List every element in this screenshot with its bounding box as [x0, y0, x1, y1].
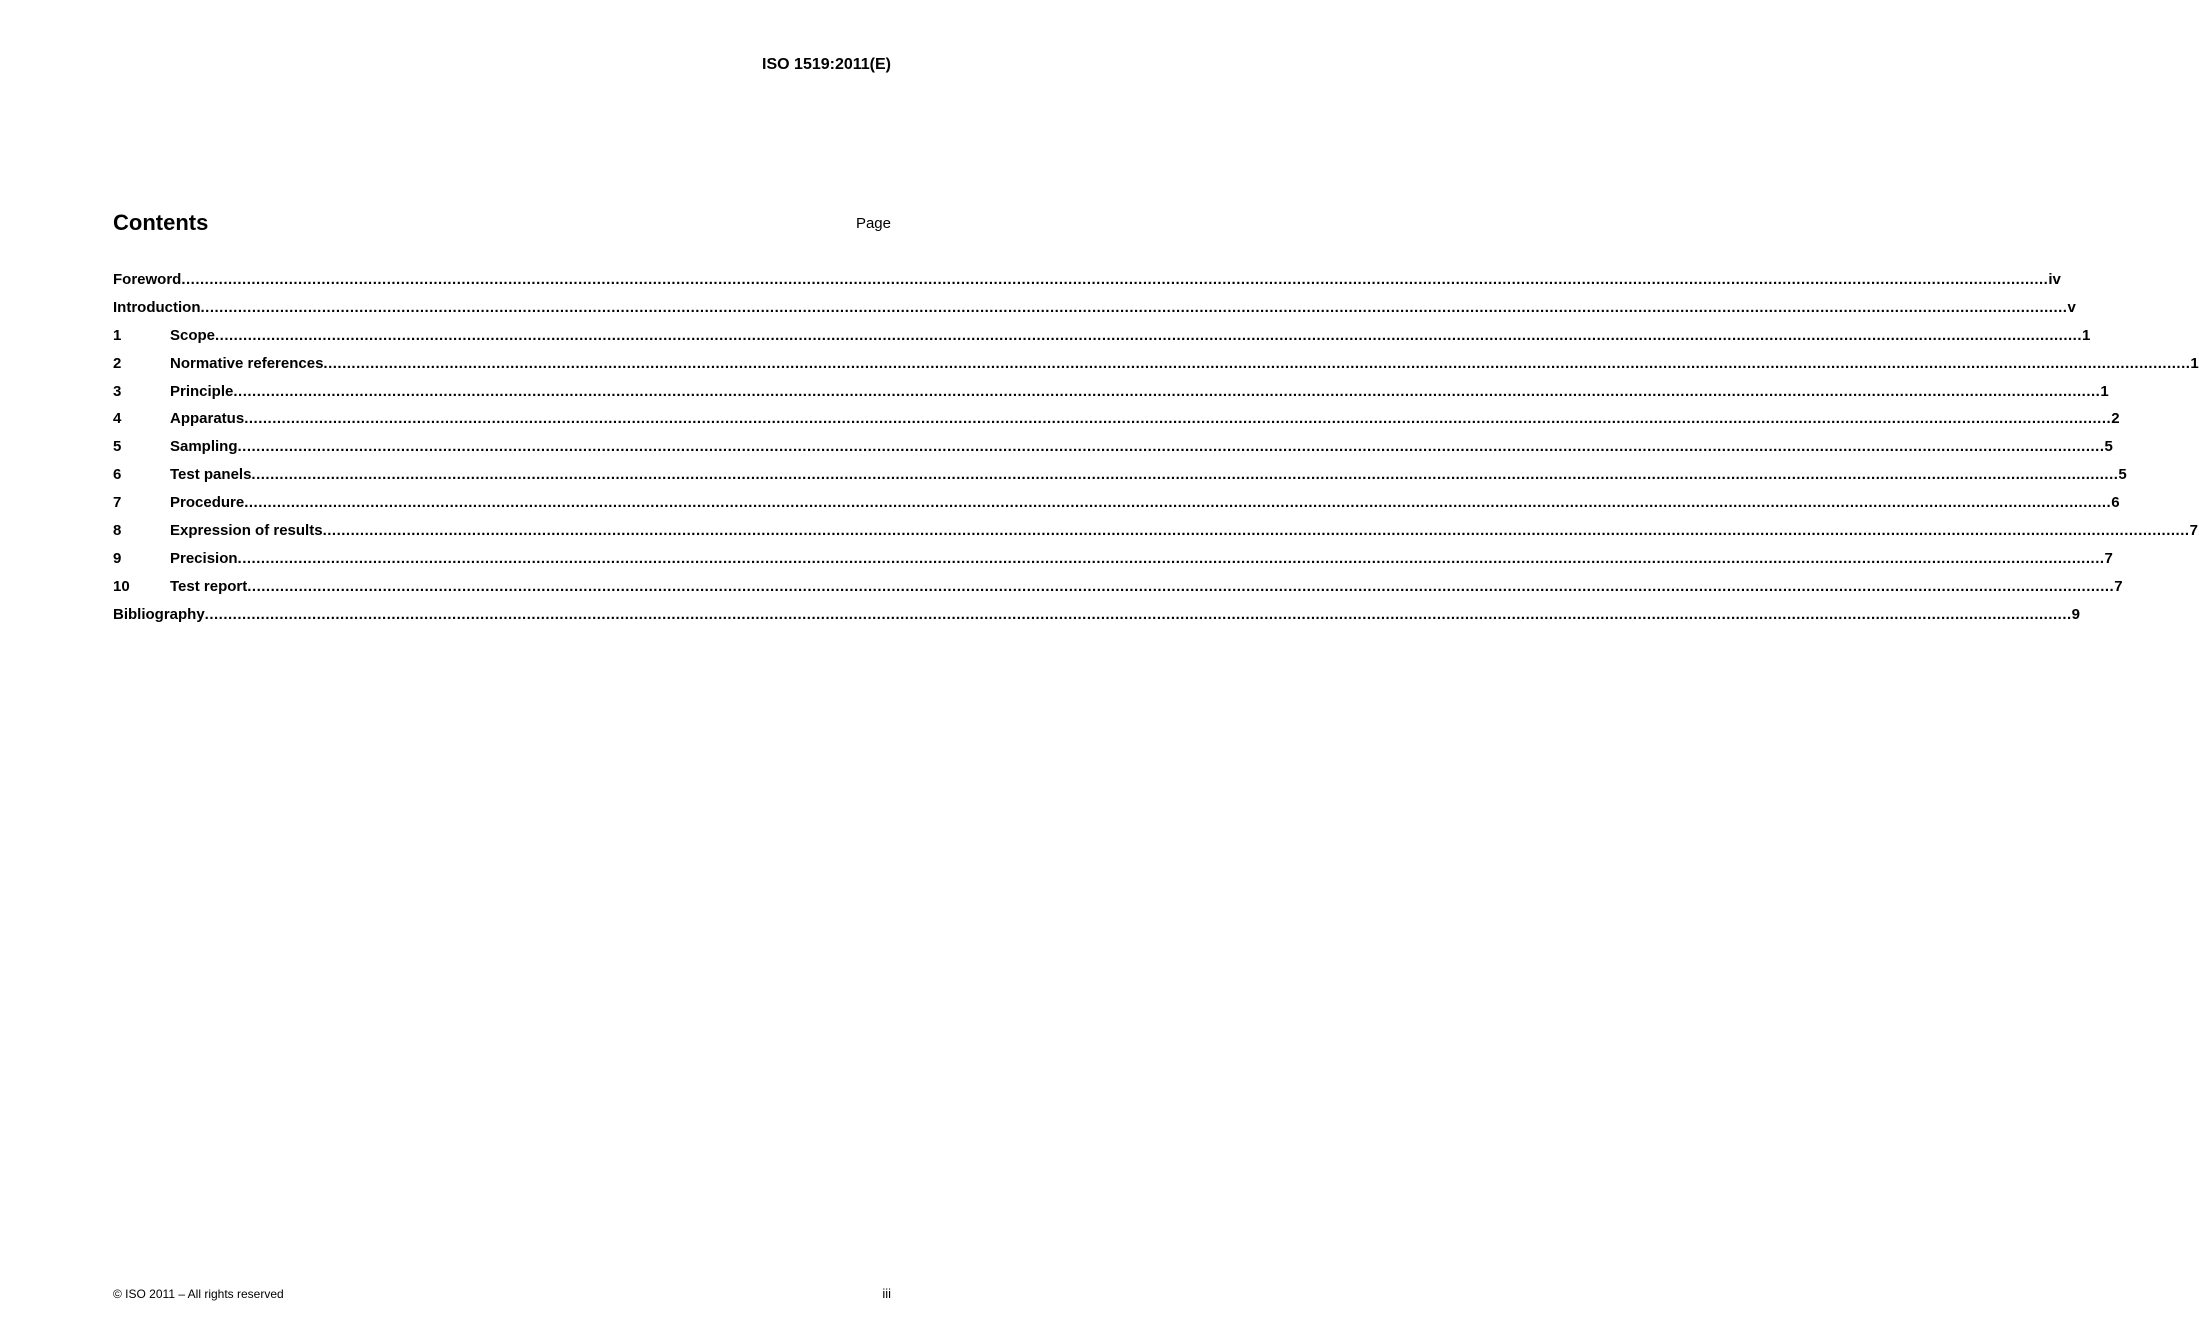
toc-entry-title: Principle: [170, 382, 234, 400]
toc-entry[interactable]: [113, 517, 2198, 545]
toc-entry-number: 9: [113, 549, 122, 567]
toc-entry-page: 9: [2071, 605, 2081, 623]
toc-dot-leader: ................................................................................................................................................................................................................................................................................................................................................................................................................: [244, 494, 2112, 512]
toc-dot-leader: ................................................................................................................................................................................................................................................................................................................................................................................................................: [251, 466, 2119, 484]
toc-dot-leader: ................................................................................................................................................................................................................................................................................................................................................................................................................: [233, 382, 2101, 400]
toc-dot-leader: ................................................................................................................................................................................................................................................................................................................................................................................................................: [247, 577, 2115, 595]
page-column-label: Page: [855, 215, 891, 232]
contents-title: Contents: [113, 210, 209, 235]
toc-entry-page: v: [2067, 298, 2076, 316]
toc-entry-number: 6: [113, 466, 122, 484]
toc-entry-number: 1: [113, 326, 122, 344]
toc-entry-number: 8: [113, 522, 122, 540]
toc-dot-leader: ................................................................................................................................................................................................................................................................................................................................................................................................................: [215, 326, 2083, 344]
toc-entry-page: iv: [2048, 271, 2061, 288]
toc-dot-leader: ................................................................................................................................................................................................................................................................................................................................................................................................................: [237, 549, 2105, 567]
toc-dot-leader: ................................................................................................................................................................................................................................................................................................................................................................................................................: [244, 410, 2112, 428]
toc-entry[interactable]: [113, 322, 2091, 350]
toc-entry-number: 10: [113, 577, 130, 595]
toc-entry-page: 1: [2190, 354, 2199, 372]
toc-entry-title: Test report: [170, 577, 248, 595]
toc-entry-number: 3: [113, 382, 122, 400]
toc-entry[interactable]: [113, 266, 2061, 294]
toc-entry[interactable]: [113, 601, 2081, 629]
toc-entry-title: Introduction: [113, 298, 201, 316]
document-identifier: ISO 1519:2011(E): [762, 56, 891, 73]
page-number: iii: [882, 1286, 891, 1301]
toc-dot-leader: ................................................................................................................................................................................................................................................................................................................................................................................................................: [200, 298, 2068, 316]
toc-entry-page: 7: [2189, 522, 2198, 540]
toc-entry[interactable]: [113, 573, 2123, 601]
toc-entry-page: 5: [2118, 466, 2127, 484]
toc-entry-title: Test panels: [170, 466, 252, 484]
toc-entry[interactable]: [113, 489, 2120, 517]
toc-entry-page: 1: [2082, 326, 2091, 344]
table-of-contents: [113, 266, 2199, 629]
toc-entry-title: Expression of results: [170, 522, 323, 540]
toc-entry-number: 4: [113, 410, 122, 428]
toc-entry-number: 7: [113, 494, 122, 512]
toc-entry-title: Foreword: [113, 271, 182, 288]
toc-entry-page: 2: [2111, 410, 2120, 428]
toc-entry-page: 5: [2104, 438, 2113, 456]
toc-entry-title: Apparatus: [170, 410, 245, 428]
toc-entry[interactable]: [113, 433, 2113, 461]
toc-entry-page: 7: [2104, 549, 2113, 567]
toc-entry-title: Precision: [170, 549, 238, 567]
toc-entry-page: 1: [2100, 382, 2109, 400]
toc-entry-page: 6: [2111, 494, 2120, 512]
toc-dot-leader: ................................................................................................................................................................................................................................................................................................................................................................................................................: [322, 522, 2190, 540]
toc-entry-title: Procedure: [170, 494, 245, 512]
toc-entry-page: 7: [2114, 577, 2123, 595]
toc-entry-title: Normative references: [170, 354, 324, 372]
toc-dot-leader: ................................................................................................................................................................................................................................................................................................................................................................................................................: [323, 354, 2191, 372]
toc-entry[interactable]: [113, 545, 2113, 573]
toc-entry-title: Bibliography: [113, 605, 205, 623]
toc-dot-leader: ................................................................................................................................................................................................................................................................................................................................................................................................................: [181, 271, 2049, 288]
toc-entry[interactable]: [113, 350, 2199, 378]
toc-dot-leader: ................................................................................................................................................................................................................................................................................................................................................................................................................: [237, 438, 2105, 456]
toc-entry-title: Sampling: [170, 438, 238, 456]
toc-entry[interactable]: [113, 461, 2127, 489]
toc-entry-title: Scope: [170, 326, 216, 344]
contents-header: [113, 208, 891, 238]
toc-entry-number: 2: [113, 354, 122, 372]
toc-entry[interactable]: [113, 294, 2076, 322]
toc-entry[interactable]: [113, 405, 2120, 433]
copyright-notice: © ISO 2011 – All rights reserved: [113, 1287, 284, 1301]
toc-dot-leader: ................................................................................................................................................................................................................................................................................................................................................................................................................: [204, 605, 2072, 623]
toc-entry-number: 5: [113, 438, 122, 456]
toc-entry[interactable]: [113, 378, 2109, 406]
